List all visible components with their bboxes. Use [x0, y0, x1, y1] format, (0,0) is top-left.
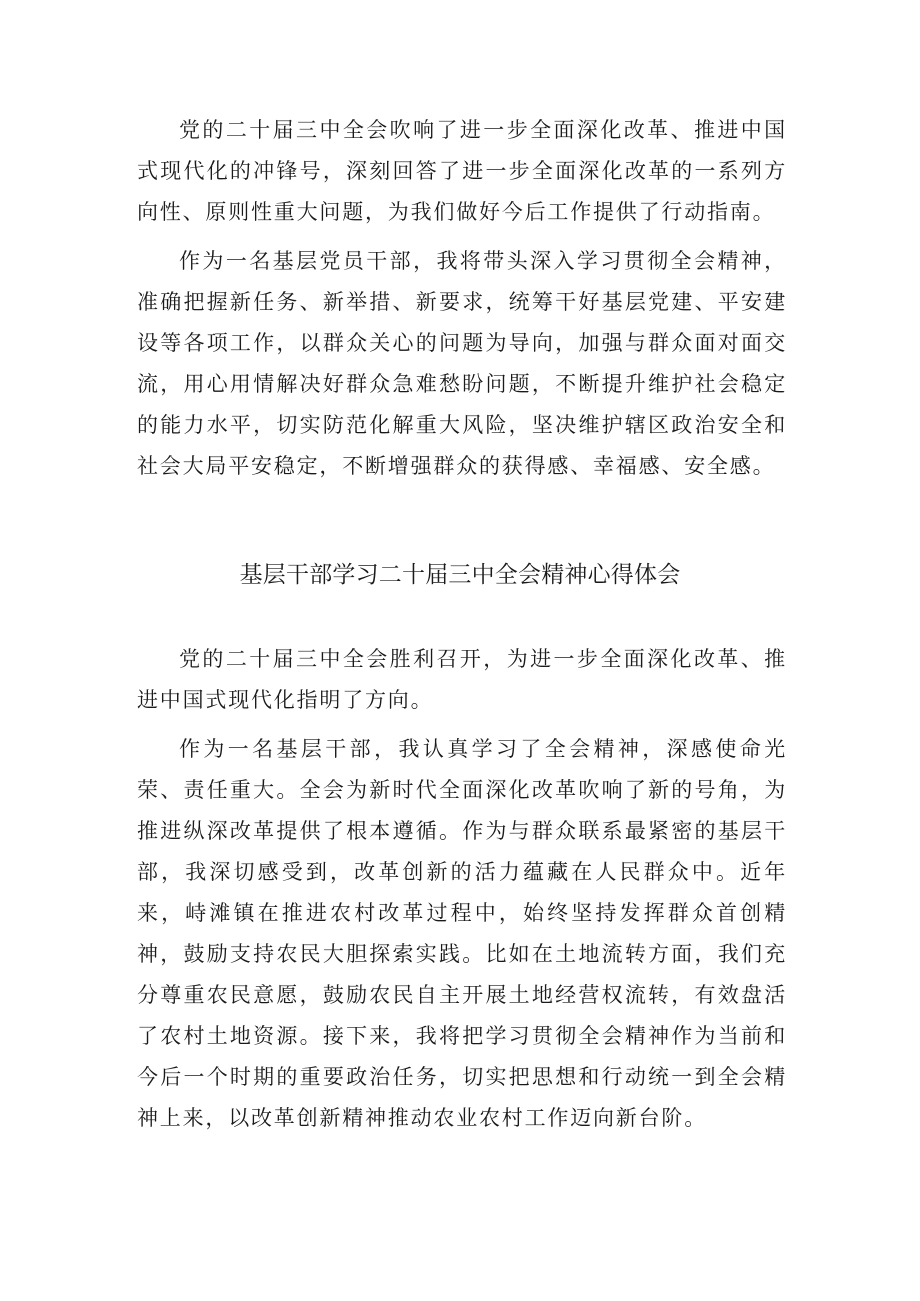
- paragraph-4: 作为一名基层干部，我认真学习了全会精神，深感使命光荣、责任重大。全会为新时代全面深化改革吹响了新的号角，为推进纵深改革提供了根本遵循。作为与群众联系最紧密的基层干部，我深切感受到，改革创新的活力蕴藏在人民群众中。近年来，峙滩镇在推进农村改革过程中，始终坚持发挥群众首创精神，鼓励支持农民大胆探索实践。比如在土地流转方面，我们充分尊重农民意愿，鼓励农民自主开展土地经营权流转，有效盘活了农村土地资源。接下来，我将把学习贯彻全会精神作为当前和今后一个时期的重要政治任务，切实把思想和行动统一到全会精神上来，以改革创新精神推动农业农村工作迈向新台阶。: [137, 737, 787, 1130]
- paragraph-3: 党的二十届三中全会胜利召开，为进一步全面深化改革、推进中国式现代化指明了方向。: [137, 647, 787, 712]
- paragraph-1: 党的二十届三中全会吹响了进一步全面深化改革、推进中国式现代化的冲锋号，深刻回答了进一步全面深化改革的一系列方向性、原则性重大问题，为我们做好今后工作提供了行动指南。: [137, 118, 787, 224]
- section-title: 基层干部学习二十届三中全会精神心得体会: [239, 562, 681, 588]
- paragraph-2: 作为一名基层党员干部，我将带头深入学习贯彻全会精神，准确把握新任务、新举措、新要求，统筹干好基层党建、平安建设等各项工作，以群众关心的问题为导向，加强与群众面对面交流，用心用情解决好群众急难愁盼问题，不断提升维护社会稳定的能力水平，切实防范化解重大风险，坚决维护辖区政治安全和社会大局平安稳定，不断增强群众的获得感、幸福感、安全感。: [137, 249, 787, 478]
